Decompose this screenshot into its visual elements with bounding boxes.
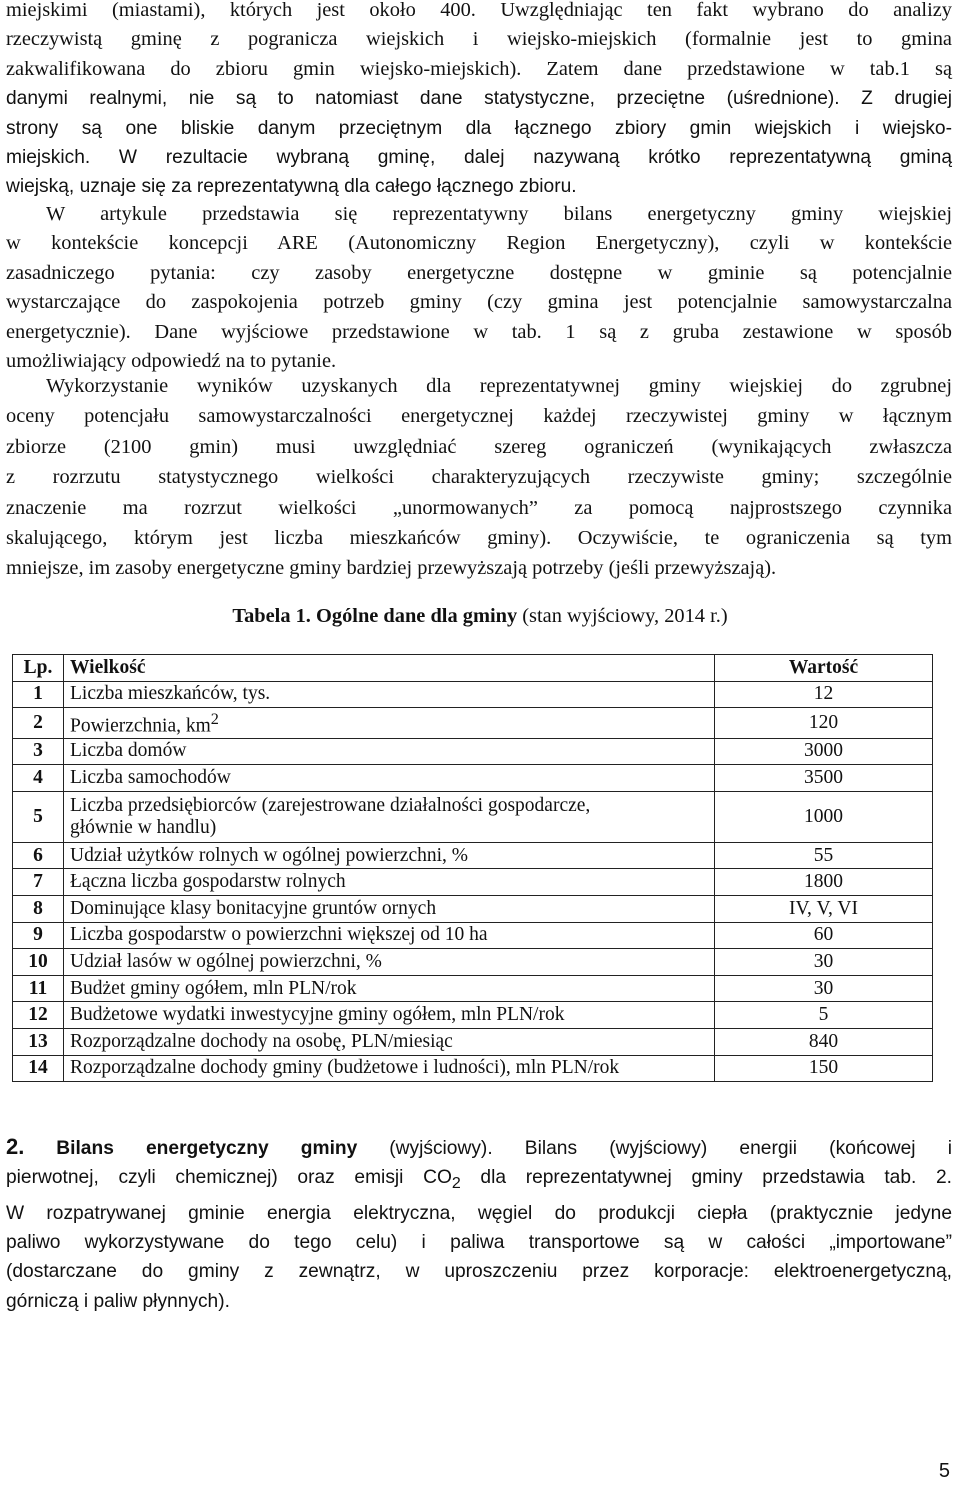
table-row <box>13 708 933 739</box>
table-caption <box>0 602 960 630</box>
row-name: Udział lasów w ogólnej powierzchni, % <box>64 949 715 976</box>
row-name: Liczba gospodarstw o powierzchni większej od 10 ha <box>64 922 715 949</box>
row-name: Liczba samochodów <box>64 765 715 792</box>
text-line: miejskimi (miastami), których jest około 400. Uwzględniając ten fakt wybrano do analizy <box>6 0 952 21</box>
row-value: 3500 <box>715 765 933 792</box>
caption-title: Ogólne dane dla gminy <box>316 605 518 627</box>
row-lp: 1 <box>13 681 64 708</box>
row-value: 55 <box>715 842 933 869</box>
row-name-superscript: 2 <box>210 710 219 729</box>
row-value: 840 <box>715 1029 933 1056</box>
row-name: Dominujące klasy bonitacyjne gruntów ornych <box>64 896 715 923</box>
row-lp: 4 <box>13 765 64 792</box>
row-value: IV, V, VI <box>715 896 933 923</box>
table-row <box>13 869 933 896</box>
row-name: Budżet gminy ogółem, mln PLN/rok <box>64 975 715 1002</box>
row-value: 3000 <box>715 738 933 765</box>
text-line: (dostarczane do gminy z zewnątrz, w uproszczeniu przez korporacje: elektroenergetyczną, <box>6 1261 952 1283</box>
row-value: 120 <box>715 708 933 739</box>
row-name: Liczba przedsiębiorców (zarejestrowane działalności gospodarcze, <box>70 794 591 816</box>
row-value: 150 <box>715 1055 933 1082</box>
table-row <box>13 896 933 923</box>
text-line: z rozrzutu statystycznego wielkości charakteryzujących rzeczywiste gminy; szczególnie <box>6 466 952 489</box>
row-value: 30 <box>715 975 933 1002</box>
row-value: 60 <box>715 922 933 949</box>
row-value: 12 <box>715 681 933 708</box>
column-header-value: Wartość <box>715 655 933 682</box>
row-lp: 13 <box>13 1029 64 1056</box>
row-name: Rozporządzalne dochody na osobę, PLN/miesiąc <box>64 1029 715 1056</box>
row-name: Udział użytków rolnych w ogólnej powierzchni, % <box>64 842 715 869</box>
row-lp: 7 <box>13 869 64 896</box>
table-row <box>13 1002 933 1029</box>
table-row <box>13 1029 933 1056</box>
text-line: w kontekście koncepcji ARE (Autonomiczny Region Energetyczny), czyli w kontekście <box>6 232 952 255</box>
text-line: Wykorzystanie wyników uzyskanych dla reprezentatywnej gminy wiejskiej do zgrubnej <box>46 375 952 397</box>
row-name: Liczba mieszkańców, tys. <box>64 681 715 708</box>
table-row <box>13 1055 933 1082</box>
text-line: oceny potencjału samowystarczalności energetycznej każdej rzeczywistej gminy w łącznym <box>6 405 952 428</box>
table-header-row <box>13 655 933 682</box>
column-header-name: Wielkość <box>64 655 715 682</box>
table-row <box>13 738 933 765</box>
section-2 <box>6 1132 952 1316</box>
row-lp: 14 <box>13 1055 64 1082</box>
table-row <box>13 791 933 842</box>
co2-subscript: 2 <box>451 1175 461 1193</box>
row-name: Powierzchnia, km <box>70 715 211 737</box>
caption-label: Tabela 1. <box>232 605 311 627</box>
data-table <box>12 654 933 1082</box>
table-row <box>13 975 933 1002</box>
page-number: 5 <box>938 1460 950 1482</box>
table-row <box>13 922 933 949</box>
text-line: strony są one bliskie danym przeciętnym dla łącznego zbiory gmin wiejskich i wiejsko- <box>6 117 952 139</box>
text-line: danymi realnymi, nie są to natomiast dane statystyczne, przeciętne (uśrednione). Z drugiej <box>6 88 952 110</box>
text-line: górniczą i paliw płynnych). <box>6 1290 230 1312</box>
row-lp: 10 <box>13 949 64 976</box>
section-heading-line <box>6 1132 952 1163</box>
row-value: 30 <box>715 949 933 976</box>
table-row <box>13 949 933 976</box>
text-line: W artykule przedstawia się reprezentatywny bilans energetyczny gminy wiejskiej <box>46 203 952 225</box>
paragraph-2 <box>6 200 952 376</box>
text-segment: pierwotnej, czyli chemicznej) oraz emisji CO <box>6 1167 452 1189</box>
text-line: umożliwiający odpowiedź na to pytanie. <box>6 350 337 373</box>
text-line: zbiorze (2100 gmin) musi uwzględniać szereg ograniczeń (wynikających zwłaszcza <box>6 435 952 458</box>
text-line <box>6 1163 952 1198</box>
row-name-continued: głównie w handlu) <box>70 816 217 838</box>
row-lp: 3 <box>13 738 64 765</box>
text-line: miejskich. W rezultacie wybraną gminę, dalej nazywaną krótko reprezentatywną gminą <box>6 147 952 169</box>
text-line: zasadniczego pytania: czy zasoby energetyczne dostępne w gminie są potencjalnie <box>6 261 952 284</box>
text-line: rzeczywistą gminę z pogranicza wiejskich i wiejsko-miejskich (formalnie jest to gmina <box>6 28 952 51</box>
row-lp: 6 <box>13 842 64 869</box>
column-header-lp: Lp. <box>13 655 64 682</box>
row-lp: 8 <box>13 896 64 923</box>
row-name-cell <box>64 708 715 739</box>
row-value: 1800 <box>715 869 933 896</box>
table-row <box>13 681 933 708</box>
text-line: skalującego, którym jest liczba mieszkańców gminy). Oczywiście, te ograniczenia są tym <box>6 527 952 550</box>
section-heading: Bilans energetyczny gminy <box>56 1138 358 1159</box>
row-lp: 12 <box>13 1002 64 1029</box>
row-lp: 5 <box>13 791 64 842</box>
section-number: 2. <box>6 1134 25 1159</box>
row-value: 1000 <box>715 791 933 842</box>
table-row <box>13 842 933 869</box>
row-name: Łączna liczba gospodarstw rolnych <box>64 869 715 896</box>
row-lp: 9 <box>13 922 64 949</box>
text-line: wystarczające do zaspokojenia potrzeb gminy (czy gmina jest potencjalnie samowystarczalna <box>6 291 952 314</box>
row-lp: 11 <box>13 975 64 1002</box>
paragraph-3 <box>6 371 952 584</box>
text-line: zakwalifikowana do zbioru gmin wiejsko-miejskich). Zatem dane przedstawione w tab.1 są <box>6 57 952 80</box>
text-line: W rozpatrywanej gminie energia elektryczna, węgiel do produkcji ciepła (praktycznie jedyne <box>6 1202 952 1224</box>
text-line: znaczenie ma rozrzut wielkości „unormowanych” za pomocą najprostszego czynnika <box>6 496 952 519</box>
row-name: Rozporządzalne dochody gminy (budżetowe i ludności), mln PLN/rok <box>64 1055 715 1082</box>
text-line: energetycznie). Dane wyjściowe przedstawione w tab. 1 są z gruba zestawione w sposób <box>6 320 952 343</box>
caption-note: (stan wyjściowy, 2014 r.) <box>522 605 728 627</box>
text-segment: dla reprezentatywnej gminy przedstawia tab. 2. <box>460 1167 952 1189</box>
row-value: 5 <box>715 1002 933 1029</box>
row-name: Budżetowe wydatki inwestycyjne gminy ogółem, mln PLN/rok <box>64 1002 715 1029</box>
text-line: mniejsze, im zasoby energetyczne gminy bardziej przewyższają potrzeby (jeśli przewyższają). <box>6 557 777 580</box>
row-name-cell <box>64 791 715 842</box>
text-line: paliwo wykorzystywane do tego celu) i paliwa transportowe są w całości „importowane” <box>6 1232 952 1254</box>
text-line: wiejską, uznaje się za reprezentatywną dla całego łącznego zbioru. <box>6 176 577 198</box>
table-row <box>13 765 933 792</box>
row-name: Liczba domów <box>64 738 715 765</box>
section-heading-rest: (wyjściowy). Bilans (wyjściowy) energii (końcowej i <box>389 1138 952 1159</box>
row-lp: 2 <box>13 708 64 739</box>
paragraph-1 <box>6 0 952 202</box>
